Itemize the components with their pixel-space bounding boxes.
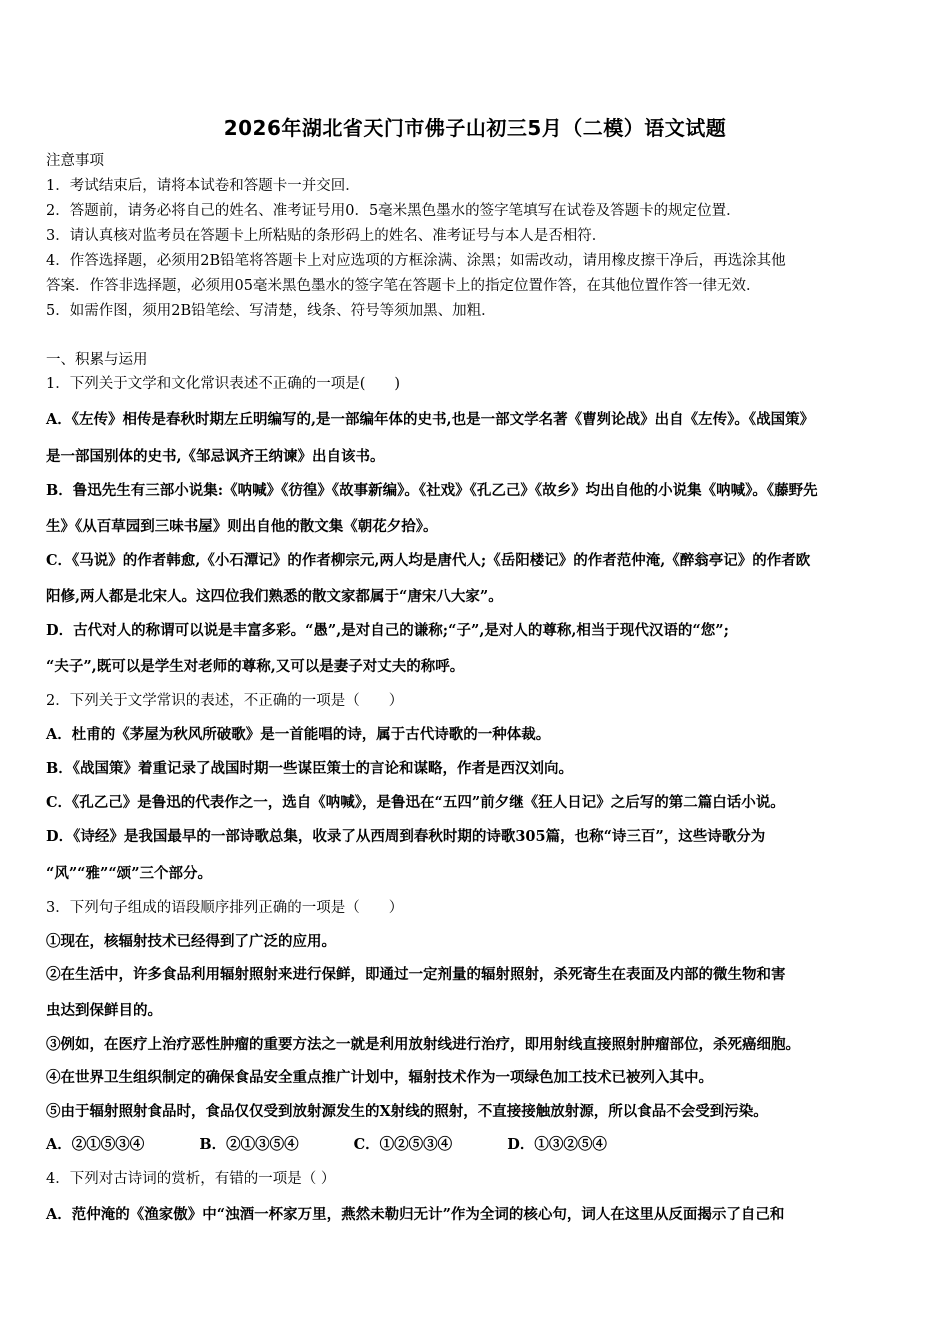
question-3-option-b: B．②①③⑤④ (199, 1136, 299, 1153)
question-1-option-a-cont: 是一部国别体的史书,《邹忌讽齐王纳谏》出自该书。 (46, 448, 385, 465)
question-4-option-a: A．范仲淹的《渔家傲》中“浊酒一杯家万里，燕然未勒归无计”作为全词的核心句，词人在这里从反面揭示了自己和 (46, 1206, 785, 1223)
question-1-option-c-cont: 阳修,两人都是北宋人。这四位我们熟悉的散文家都属于“唐宋八大家”。 (46, 588, 503, 605)
question-1-stem: 1．下列关于文学和文化常识表述不正确的一项是( ) (46, 376, 401, 392)
question-2-option-d: D．《诗经》是我国最早的一部诗歌总集，收录了从西周到春秋时期的诗歌305篇，也称“诗三百”，这些诗歌分为 (46, 828, 766, 845)
notice-line: 4．作答选择题，必须用2B铅笔将答题卡上对应选项的方框涂满、涂黑；如需改动，请用橡皮擦干净后，再选涂其他 (46, 253, 786, 269)
question-1-option-a: A．《左传》相传是春秋时期左丘明编写的,是一部编年体的史书,也是一部文学名著《曹刿论战》出自《左传》。《战国策》 (46, 411, 815, 428)
question-2-option-a: A．杜甫的《茅屋为秋风所破歌》是一首能唱的诗，属于古代诗歌的一种体裁。 (46, 726, 551, 743)
question-3-sentence: ③例如，在医疗上治疗恶性肿瘤的重要方法之一就是利用放射线进行治疗，即用射线直接照射肿瘤部位，杀死癌细胞。 (46, 1036, 800, 1053)
question-3-sentence-cont: 虫达到保鲜目的。 (46, 1002, 162, 1019)
notice-line: 1．考试结束后，请将本试卷和答题卡一并交回． (46, 178, 360, 194)
question-3-options (46, 1135, 607, 1155)
question-3-sentence: ⑤由于辐射照射食品时，食品仅仅受到放射源发生的X射线的照射，不直接接触放射源，所以食品不会受到污染。 (46, 1103, 768, 1120)
notice-line: 3．请认真核对监考员在答题卡上所粘贴的条形码上的姓名、准考证号与本人是否相符． (46, 228, 607, 244)
section-heading: 一、积累与运用 (46, 352, 148, 368)
question-3-option-a: A．②①⑤③④ (46, 1136, 145, 1153)
question-1-option-b-cont: 生》《从百草园到三味书屋》则出自他的散文集《朝花夕拾》。 (46, 518, 438, 535)
question-1-option-b: B．鲁迅先生有三部小说集:《呐喊》《彷徨》《故事新编》。《社戏》《孔乙己》《故乡》均出自他的小说集《呐喊》。《藤野先 (46, 482, 818, 499)
notice-heading: 注意事项 (46, 153, 104, 169)
question-1-option-c: C．《马说》的作者韩愈,《小石潭记》的作者柳宗元,两人均是唐代人;《岳阳楼记》的作者范仲淹,《醉翁亭记》的作者欧 (46, 552, 811, 569)
question-1-option-d: D．古代对人的称谓可以说是丰富多彩。“愚”,是对自己的谦称;“子”,是对人的尊称,相当于现代汉语的“您”; (46, 622, 729, 639)
question-3-sentence: ②在生活中，许多食品利用辐射照射来进行保鲜，即通过一定剂量的辐射照射，杀死寄生在表面及内部的微生物和害 (46, 966, 786, 983)
question-3-stem: 3．下列句子组成的语段顺序排列正确的一项是（ ） (46, 900, 404, 916)
question-2-option-d-cont: “风”“雅”“颂”三个部分。 (46, 865, 213, 882)
question-4-stem: 4．下列对古诗词的赏析，有错的一项是（ ） (46, 1171, 336, 1187)
question-3-sentence: ④在世界卫生组织制定的确保食品安全重点推广计划中，辐射技术作为一项绿色加工技术已被列入其中。 (46, 1069, 713, 1086)
question-1-option-d-cont: “夫子”,既可以是学生对老师的尊称,又可以是妻子对丈夫的称呼。 (46, 658, 465, 675)
question-3-option-d: D．①③②⑤④ (507, 1136, 607, 1153)
question-2-stem: 2．下列关于文学常识的表述，不正确的一项是（ ） (46, 693, 404, 709)
question-3-sentence: ①现在，核辐射技术已经得到了广泛的应用。 (46, 933, 336, 950)
question-2-option-c: C．《孔乙己》是鲁迅的代表作之一，选自《呐喊》，是鲁迅在“五四”前夕继《狂人日记》之后写的第二篇白话小说。 (46, 794, 785, 811)
notice-line: 答案．作答非选择题，必须用05毫米黑色墨水的签字笔在答题卡上的指定位置作答，在其他位置作答一律无效． (46, 278, 761, 294)
notice-line: 2．答题前，请务必将自己的姓名、准考证号用0．5毫米黑色墨水的签字笔填写在试卷及答题卡的规定位置． (46, 203, 741, 219)
notice-line: 5．如需作图，须用2B铅笔绘、写清楚，线条、符号等须加黑、加粗． (46, 303, 496, 319)
question-3-option-c: C．①②⑤③④ (353, 1136, 453, 1153)
question-2-option-b: B．《战国策》着重记录了战国时期一些谋臣策士的言论和谋略，作者是西汉刘向。 (46, 760, 574, 777)
page-title: 2026年湖北省天门市佛子山初三5月（二模）语文试题 (223, 116, 727, 140)
